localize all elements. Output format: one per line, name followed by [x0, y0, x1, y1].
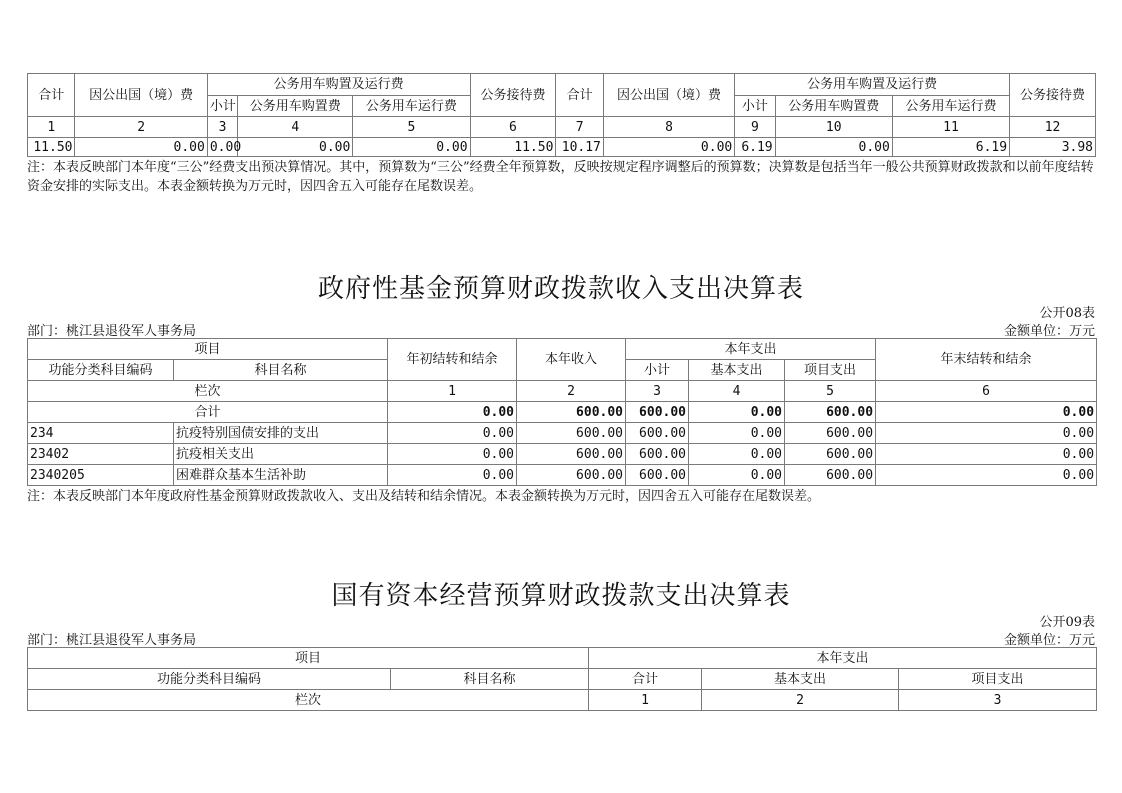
col-number: 3 — [899, 690, 1097, 711]
value-cell: 6.19 — [735, 138, 775, 157]
capital-unit: 金额单位：万元 — [1003, 633, 1095, 648]
header-vehicle-group: 公务用车购置及运行费 — [207, 74, 470, 96]
total-cell: 0.00 — [876, 402, 1097, 423]
header-subtotal: 小计 — [207, 96, 237, 117]
value-cell: 6.19 — [892, 138, 1009, 157]
value-cell: 0.00 — [388, 423, 517, 444]
column-number-row — [28, 117, 1096, 138]
value-cell: 600.00 — [626, 465, 689, 486]
col-number: 5 — [785, 381, 876, 402]
header-reception: 公务接待费 — [1010, 74, 1096, 117]
value-cell: 0.00 — [689, 444, 785, 465]
col-number: 3 — [626, 381, 689, 402]
col-number: 6 — [470, 117, 556, 138]
header-abroad: 因公出国（境）费 — [603, 74, 734, 117]
header-total: 合计 — [28, 74, 75, 117]
value-cell: 0.00 — [775, 138, 892, 157]
header-begin-balance: 年初结转和结余 — [388, 339, 517, 381]
value-cell: 0.00 — [876, 444, 1097, 465]
value-cell: 11.50 — [28, 138, 75, 157]
fund-note: 注：本表反映部门本年度政府性基金预算财政拨款收入、支出及结转和结余情况。本表金额转换为万元时，因四舍五入可能存在尾数误差。 — [27, 489, 821, 504]
header-item: 项目 — [28, 339, 388, 360]
header-subtotal: 小计 — [735, 96, 775, 117]
col-number: 12 — [1010, 117, 1096, 138]
column-number-row — [28, 690, 1097, 711]
header-expense-group: 本年支出 — [589, 648, 1097, 669]
header-vehicle-purchase: 公务用车购置费 — [775, 96, 892, 117]
value-cell: 0.00 — [876, 423, 1097, 444]
col-number: 10 — [775, 117, 892, 138]
table-row — [28, 444, 1097, 465]
header-vehicle-run: 公务用车运行费 — [892, 96, 1009, 117]
col-number: 1 — [28, 117, 75, 138]
value-cell: 600.00 — [785, 444, 876, 465]
header-basic: 基本支出 — [702, 669, 899, 690]
col-number: 4 — [689, 381, 785, 402]
value-row — [28, 138, 1096, 157]
col-number: 7 — [556, 117, 603, 138]
col-number: 4 — [238, 117, 353, 138]
header-subject-name: 科目名称 — [391, 669, 589, 690]
func-code-cell: 234 — [28, 423, 174, 444]
value-cell: 0.00 — [207, 138, 237, 157]
value-cell: 10.17 — [556, 138, 603, 157]
col-number: 2 — [75, 117, 207, 138]
header-expense-group: 本年支出 — [626, 339, 876, 360]
value-cell: 600.00 — [517, 444, 626, 465]
capital-table — [27, 647, 1097, 711]
col-number: 1 — [589, 690, 702, 711]
col-number: 6 — [876, 381, 1097, 402]
value-cell: 600.00 — [626, 423, 689, 444]
three-public-table — [27, 73, 1096, 157]
col-number: 1 — [388, 381, 517, 402]
header-total: 合计 — [556, 74, 603, 117]
total-cell: 600.00 — [626, 402, 689, 423]
row-label: 栏次 — [28, 690, 589, 711]
col-number: 8 — [603, 117, 734, 138]
func-code-cell: 23402 — [28, 444, 174, 465]
value-cell: 0.00 — [876, 465, 1097, 486]
header-vehicle-group: 公务用车购置及运行费 — [735, 74, 1010, 96]
total-cell: 600.00 — [517, 402, 626, 423]
header-total: 合计 — [589, 669, 702, 690]
value-cell: 600.00 — [785, 465, 876, 486]
value-cell: 0.00 — [603, 138, 734, 157]
fund-dept: 部门：桃江县退役军人事务局 — [27, 324, 197, 339]
value-cell: 11.50 — [470, 138, 556, 157]
subject-name-cell: 困难群众基本生活补助 — [174, 465, 388, 486]
value-cell: 3.98 — [1010, 138, 1096, 157]
col-number: 2 — [517, 381, 626, 402]
header-basic: 基本支出 — [689, 360, 785, 381]
fund-unit: 金额单位：万元 — [1003, 324, 1095, 339]
header-item: 项目 — [28, 648, 589, 669]
header-project: 项目支出 — [899, 669, 1097, 690]
fund-table-code: 公开08表 — [1039, 306, 1095, 321]
table-row — [28, 423, 1097, 444]
header-income: 本年收入 — [517, 339, 626, 381]
total-cell: 0.00 — [388, 402, 517, 423]
total-label: 合计 — [28, 402, 388, 423]
header-func-code: 功能分类科目编码 — [28, 360, 174, 381]
value-cell: 600.00 — [785, 423, 876, 444]
capital-table-code: 公开09表 — [1039, 615, 1095, 630]
column-number-row — [28, 381, 1097, 402]
value-cell: 0.00 — [238, 138, 353, 157]
value-cell: 0.00 — [388, 444, 517, 465]
col-number: 11 — [892, 117, 1009, 138]
value-cell: 0.00 — [689, 423, 785, 444]
subject-name-cell: 抗疫相关支出 — [174, 444, 388, 465]
col-number: 3 — [207, 117, 237, 138]
func-code-cell: 2340205 — [28, 465, 174, 486]
header-end-balance: 年末结转和结余 — [876, 339, 1097, 381]
header-vehicle-purchase: 公务用车购置费 — [238, 96, 353, 117]
header-subtotal: 小计 — [626, 360, 689, 381]
value-cell: 0.00 — [388, 465, 517, 486]
value-cell: 600.00 — [517, 423, 626, 444]
three-public-note: 注：本表反映部门本年度“三公”经费支出预决算情况。其中，预算数为“三公”经费全年预算数，反映按规定程序调整后的预算数；决算数是包括当年一般公共预算财政拨款和以前年度结转资金安排的实际支出。本表金额转换为万元时，因四舍五入可能存在尾数误差。 — [27, 160, 1094, 194]
total-cell: 0.00 — [689, 402, 785, 423]
table-row — [28, 465, 1097, 486]
header-subject-name: 科目名称 — [174, 360, 388, 381]
total-cell: 600.00 — [785, 402, 876, 423]
value-cell: 600.00 — [517, 465, 626, 486]
fund-table — [27, 338, 1097, 486]
header-project: 项目支出 — [785, 360, 876, 381]
capital-dept: 部门：桃江县退役军人事务局 — [27, 633, 197, 648]
value-cell: 0.00 — [353, 138, 470, 157]
value-cell: 600.00 — [626, 444, 689, 465]
subject-name-cell: 抗疫特别国债安排的支出 — [174, 423, 388, 444]
fund-table-title: 政府性基金预算财政拨款收入支出决算表 — [317, 274, 804, 304]
capital-table-title: 国有资本经营预算财政拨款支出决算表 — [331, 581, 791, 611]
header-func-code: 功能分类科目编码 — [28, 669, 391, 690]
value-cell: 0.00 — [689, 465, 785, 486]
value-cell: 0.00 — [75, 138, 207, 157]
col-number: 5 — [353, 117, 470, 138]
header-reception: 公务接待费 — [470, 74, 556, 117]
header-vehicle-run: 公务用车运行费 — [353, 96, 470, 117]
total-row — [28, 402, 1097, 423]
col-number: 2 — [702, 690, 899, 711]
row-label: 栏次 — [28, 381, 388, 402]
col-number: 9 — [735, 117, 775, 138]
header-abroad: 因公出国（境）费 — [75, 74, 207, 117]
